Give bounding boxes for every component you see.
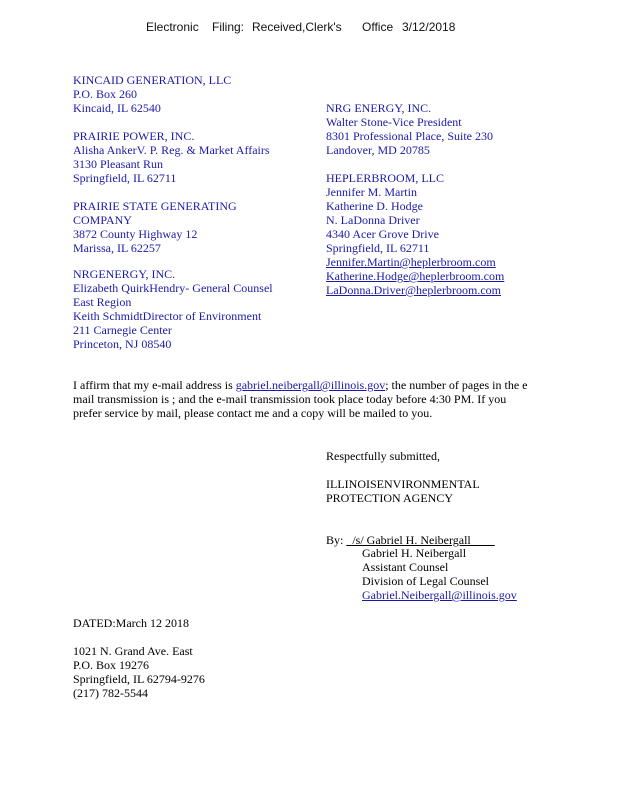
address-heplerbroom [326,171,504,297]
agency-address [73,644,205,700]
address-line: Springfield, IL 62711 [326,241,430,255]
address-line: Springfield, IL 62794-9276 [73,672,205,686]
affirmation-text: I affirm that my e-mail address is [73,378,236,392]
address-line: Keith SchmidtDirector of Environment [73,309,262,323]
agency-line: PROTECTION AGENCY [326,491,454,505]
closing: Respectfully submitted, [326,449,440,463]
agency-name [326,477,480,505]
address-line: Kincaid, IL 62540 [73,101,161,115]
address-line: KINCAID GENERATION, LLC [73,73,232,87]
by-label: By: [326,533,344,547]
signatory-division: Division of Legal Counsel [362,574,489,588]
address-line: COMPANY [73,213,132,227]
affirmation-paragraph [73,378,563,420]
address-line: 1021 N. Grand Ave. East [73,644,193,658]
signatory-email-link[interactable]: Gabriel.Neibergall@illinois.gov [362,588,517,602]
address-line: East Region [73,295,132,309]
address-nrg-princeton [73,267,273,351]
email-link-martin[interactable]: Jennifer.Martin@heplerbroom.com [326,255,496,269]
address-line: 211 Carnegie Center [73,323,172,337]
address-line: Katherine D. Hodge [326,199,423,213]
address-prairie-state [73,199,237,255]
address-line: P.O. Box 260 [73,87,138,101]
address-line: Alisha AnkerV. P. Reg. & Market Affairs [73,143,270,157]
address-line: PRAIRIE STATE GENERATING [73,199,237,213]
dated-line: DATED:March 12 2018 [73,616,189,630]
address-line: 8301 Professional Place, Suite 230 [326,129,493,143]
address-line: Princeton, NJ 08540 [73,337,172,351]
address-line: 3872 County Highway 12 [73,227,198,241]
address-nrg-landover [326,101,493,157]
affirmation-line-1 [73,378,563,392]
address-kincaid [73,73,231,115]
header-filing: Filing: [212,20,245,34]
address-line: NRG ENERGY, INC. [326,101,432,115]
agency-line: ILLINOISENVIRONMENTAL [326,477,480,491]
affirmation-line-3: prefer service by mail, please contact me and a copy will be mailed to you. [73,406,433,420]
header-office: Office [362,20,394,34]
affirmation-line-2: mail transmission is ; and the e-mail transmission took place today before 4:30 PM. If you [73,392,507,406]
address-line: Marissa, IL 62257 [73,241,161,255]
header-electronic: Electronic [146,20,199,34]
address-line: Walter Stone-Vice President [326,115,462,129]
email-link-driver[interactable]: LaDonna.Driver@heplerbroom.com [326,283,501,297]
address-line: 4340 Acer Grove Drive [326,227,439,241]
address-line: NRGENERGY, INC. [73,267,176,281]
address-line: Landover, MD 20785 [326,143,430,157]
phone-number: (217) 782-5544 [73,686,148,700]
address-line: P.O. Box 19276 [73,658,150,672]
address-line: N. LaDonna Driver [326,213,420,227]
address-line: 3130 Pleasant Run [73,157,163,171]
header-date: 3/12/2018 [402,20,456,34]
address-line: Elizabeth QuirkHendry- General Counsel [73,281,273,295]
address-prairie-power [73,129,270,185]
signatory-name: Gabriel H. Neibergall [362,546,467,560]
address-line: HEPLERBROOM, LLC [326,171,445,185]
affirmation-email-link[interactable]: gabriel.neibergall@illinois.gov [235,378,386,392]
affirmation-text: ; the number of pages in the e [385,378,528,392]
signatory-details [362,546,517,602]
address-line: Jennifer M. Martin [326,185,417,199]
header-received: Received,Clerk's [252,20,342,34]
address-line: PRAIRIE POWER, INC. [73,129,195,143]
signatory-title: Assistant Counsel [362,560,449,574]
email-link-hodge[interactable]: Katherine.Hodge@heplerbroom.com [326,269,505,283]
signature-mark: /s/ Gabriel H. Neibergall [346,533,495,547]
signature-by-line [326,533,495,547]
address-line: Springfield, IL 62711 [73,171,177,185]
